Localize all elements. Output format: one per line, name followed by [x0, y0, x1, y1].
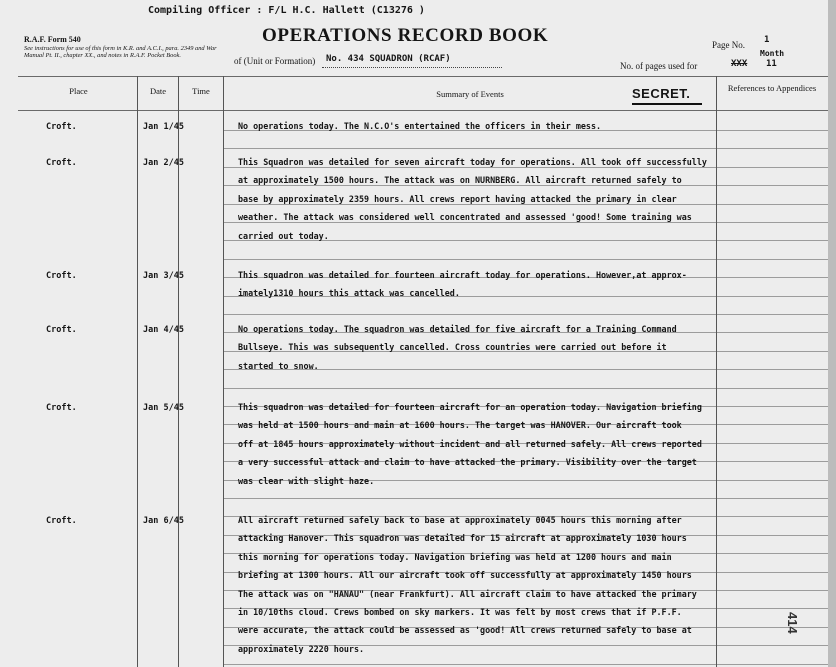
unit-value: No. 434 SQUADRON (RCAF): [326, 54, 451, 64]
unit-label: of (Unit or Formation): [234, 56, 316, 66]
entry-date: Jan 1/45: [143, 122, 184, 132]
month-value: Month: [760, 49, 785, 58]
secret-underline: [632, 103, 702, 105]
column-header-place: Place: [69, 86, 88, 96]
column-header-time: Time: [192, 86, 210, 96]
pages-used-value: 11: [766, 59, 777, 69]
ruled-line: [224, 388, 828, 389]
header-bottom-rule: [18, 110, 828, 111]
secret-marking: SECRET.: [632, 86, 691, 101]
column-header-summary: Summary of Events: [436, 89, 504, 99]
ruled-line: [224, 259, 828, 260]
table-top-rule: [18, 76, 828, 77]
entry-date: Jan 3/45: [143, 271, 184, 281]
entry-summary: All aircraft returned safely back to base at approximately 0045 hours this morning after attacking Hanover. This squadron was detailed for 15 aircraft at approximately 1030 hours this morning for operations today. Navigation briefing was held at 1200 hours and main briefing at 1300 hours. All our aircraft took off successfully at approximately 1450 hours The attack was on "HANAU" (near Frankfurt). All aircraft claim to have attacked the primary in 10/10ths cloud. Crews bombed on sky markers. It was felt by most crews that if P.F.F. were accurate, the attack could be assessed as 'good! All crews returned safely to base at approximately 2220 hours.: [238, 515, 697, 654]
entry-summary: No operations today. The squadron was detailed for five aircraft for a Training Command Bullseye. This was subsequently cancelled. Cross countries were carried out before it started to snow.: [238, 324, 677, 371]
entry-place: Croft.: [46, 271, 77, 281]
column-header-references: References to Appendices: [727, 83, 817, 93]
page-stamp: 414: [785, 612, 800, 634]
entry-summary: This Squadron was detailed for seven aircraft today for operations. All took off successfully at approximately 1500 hours. The attack was on NURNBERG. All aircraft returned safely to base by approximately 2359 hours. All crews report having attacked the primary in clear weather. The attack was considered well concentrated and assessed 'good! Some training was carried out today.: [238, 157, 707, 241]
entry-place: Croft.: [46, 403, 77, 413]
entry-date: Jan 2/45: [143, 158, 184, 168]
page-number-value: 1: [764, 35, 770, 45]
unit-underline: [322, 67, 502, 68]
entry-place: Croft.: [46, 122, 77, 132]
entry-date: Jan 6/45: [143, 516, 184, 526]
entry-place: Croft.: [46, 158, 77, 168]
page-title: OPERATIONS RECORD BOOK: [262, 25, 549, 46]
ruled-line: [224, 664, 828, 665]
compiling-officer: Compiling Officer : F/L H.C. Hallett (C13276 ): [148, 5, 425, 16]
page-edge: [828, 0, 836, 667]
form-instructions: See instructions for use of this form in K.R. and A.C.I., para. 2349 and War Manual Pt. II., chapter XX., and notes in R.A.F. Pocket Book.: [24, 45, 217, 59]
entry-date: Jan 4/45: [143, 325, 184, 335]
pages-used-struck: XXX: [731, 59, 748, 69]
ruled-line: [224, 498, 828, 499]
entry-place: Croft.: [46, 325, 77, 335]
column-header-date: Date: [149, 86, 167, 96]
pages-used-label: No. of pages used for: [620, 61, 698, 71]
entry-summary: This squadron was detailed for fourteen aircraft today for operations. However,at approx- imately1310 hours this attack was cancelled.: [238, 270, 687, 299]
entry-summary: No operations today. The N.C.O's entertained the officers in their mess.: [238, 121, 602, 131]
ruled-line: [224, 148, 828, 149]
page-number-label: Page No.: [712, 40, 745, 50]
entry-date: Jan 5/45: [143, 403, 184, 413]
column-divider-place: [137, 76, 138, 667]
entry-place: Croft.: [46, 516, 77, 526]
column-divider-time: [223, 76, 224, 667]
form-number: R.A.F. Form 540: [24, 35, 81, 44]
ruled-line: [224, 314, 828, 315]
entry-summary: This squadron was detailed for fourteen aircraft for an operation today. Navigation briefing was held at 1500 hours and main at 1600 hours. The target was HANOVER. Our aircraft took off at 1845 hours approximately without incident and all returned safely. All crews reported a very successful attack and claim to have attacked the primary. Visibility over the target was clear with slight haze.: [238, 402, 702, 486]
